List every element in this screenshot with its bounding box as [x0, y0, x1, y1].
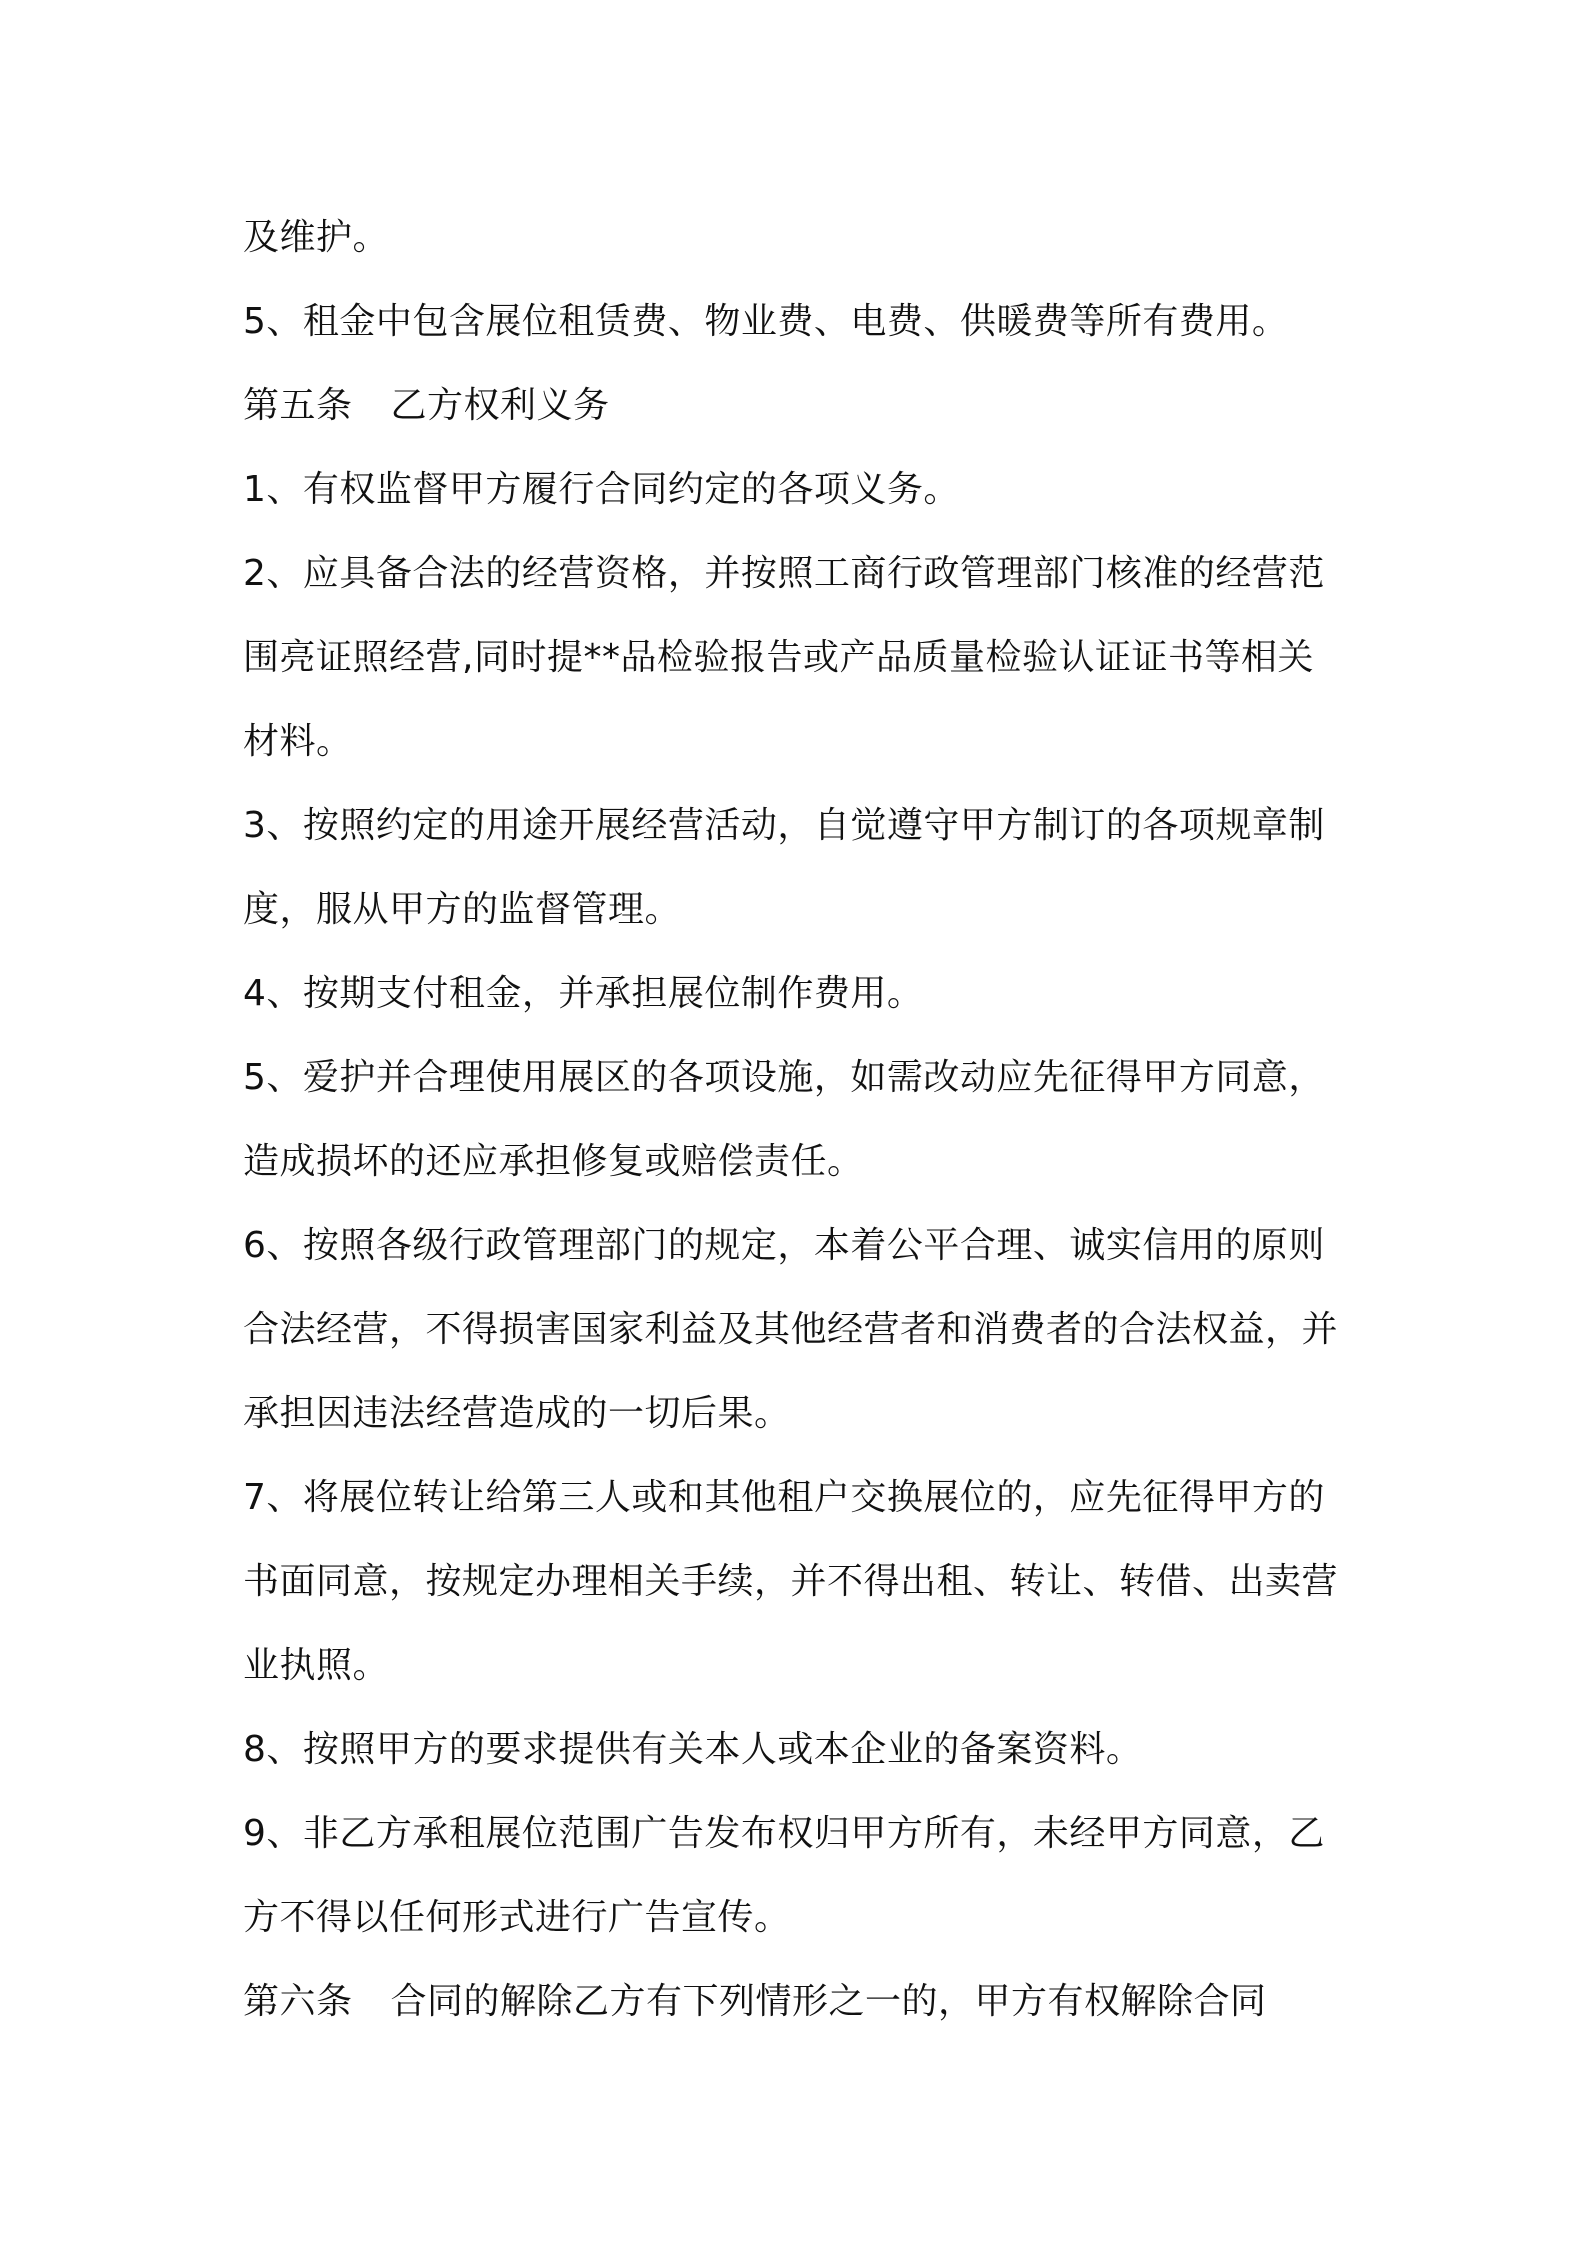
article-6-heading [243, 1960, 1373, 2044]
text-line: 材料。 [243, 721, 353, 762]
clause-5-item-7: 7、将展位转让给第三人或和其他租户交换展位的，应先征得甲方的 [243, 1477, 1325, 1518]
document-body [243, 196, 1373, 2044]
text-line: 度，服从甲方的监督管理。 [243, 889, 682, 930]
clause-5-item-2: 2、应具备合法的经营资格，并按照工商行政管理部门核准的经营范 [243, 553, 1325, 594]
article-number: 第六条 [243, 1981, 353, 2022]
clause-5-item-5: 5、爱护并合理使用展区的各项设施，如需改动应先征得甲方同意， [243, 1057, 1325, 1098]
clause-5-item-3: 3、按照约定的用途开展经营活动，自觉遵守甲方制订的各项规章制 [243, 805, 1325, 846]
clause-4-item-5: 5、租金中包含展位租赁费、物业费、电费、供暖费等所有费用。 [243, 301, 1289, 342]
text-line: 书面同意，按规定办理相关手续，并不得出租、转让、转借、出卖营 [243, 1561, 1339, 1602]
article-number: 第五条 [243, 385, 353, 426]
text-line: 承担因违法经营造成的一切后果。 [243, 1393, 791, 1434]
clause-5-item-4: 4、按期支付租金，并承担展位制作费用。 [243, 973, 924, 1014]
text-line: 方不得以任何形式进行广告宣传。 [243, 1897, 791, 1938]
article-title: 乙方权利义务 [390, 385, 610, 426]
article-title: 合同的解除乙方有下列情形之一的，甲方有权解除合同 [390, 1981, 1267, 2022]
text-line: 造成损坏的还应承担修复或赔偿责任。 [243, 1141, 864, 1182]
text-line: 业执照。 [243, 1645, 390, 1686]
clause-5-item-1: 1、有权监督甲方履行合同约定的各项义务。 [243, 469, 960, 510]
clause-5-item-8: 8、按照甲方的要求提供有关本人或本企业的备案资料。 [243, 1729, 1143, 1770]
clause-5-item-9: 9、非乙方承租展位范围广告发布权归甲方所有，未经甲方同意，乙 [243, 1813, 1325, 1854]
clause-5-item-6: 6、按照各级行政管理部门的规定，本着公平合理、诚实信用的原则 [243, 1225, 1325, 1266]
text-line: 合法经营，不得损害国家利益及其他经营者和消费者的合法权益，并 [243, 1309, 1339, 1350]
text-line: 围亮证照经营,同时提**品检验报告或产品质量检验认证证书等相关 [243, 637, 1314, 678]
article-5-heading [243, 364, 1373, 448]
text-line: 及维护。 [243, 217, 390, 258]
